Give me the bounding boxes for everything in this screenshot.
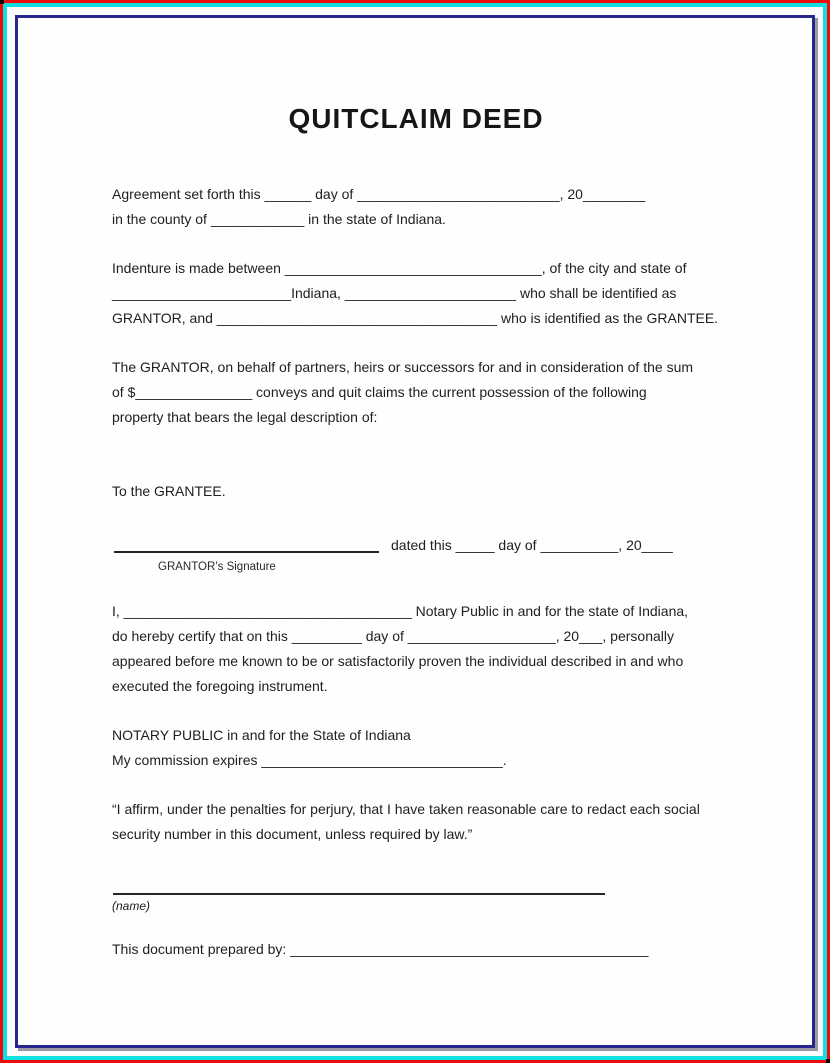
grantor-signature-row (112, 533, 720, 558)
grantor-consideration-clause (112, 355, 720, 430)
indenture-line-3: GRANTOR, and ____________________________________ who is identified as the GRANTEE. (112, 310, 719, 326)
agreement-line-1: Agreement set forth this ______ day of __________________________, 20________ (112, 186, 646, 202)
grantor-clause-line-3: property that bears the legal description of: (112, 409, 378, 425)
notary-line-4: executed the foregoing instrument. (112, 678, 328, 694)
document-content (18, 102, 812, 962)
name-rule (113, 877, 605, 895)
name-signature-block (112, 877, 720, 916)
indenture-clause (112, 256, 720, 331)
grantor-clause-line-1: The GRANTOR, on behalf of partners, heirs or successors for and in consideration of the sum (112, 359, 694, 375)
agreement-line-2: in the county of ____________ in the state of Indiana. (112, 211, 446, 227)
document-page (15, 15, 815, 1048)
prepared-by-line: This document prepared by: ______________________________________________ (112, 941, 649, 957)
notary-line-2: do hereby certify that on this _________ day of ___________________, 20___, personally (112, 628, 674, 644)
decorative-cyan-frame (3, 3, 827, 1060)
name-caption: (name) (112, 899, 151, 913)
scan-artifact-corner (826, 1059, 830, 1063)
notary-line-3: appeared before me known to be or satisfactorily proven the individual described in and who (112, 653, 684, 669)
affirmation-line-2: security number in this document, unless required by law.” (112, 826, 473, 842)
notary-public-line: NOTARY PUBLIC in and for the State of Indiana (112, 727, 411, 743)
grantor-signature-rule (114, 543, 379, 553)
agreement-clause (112, 182, 720, 232)
indenture-line-2: _______________________Indiana, ______________________ who shall be identified as (112, 285, 677, 301)
commission-expires-line: My commission expires _______________________________. (112, 752, 507, 768)
to-grantee-text: To the GRANTEE. (112, 483, 226, 499)
notary-public-block (112, 723, 720, 773)
indenture-line-1: Indenture is made between _________________________________, of the city and state of (112, 260, 687, 276)
signature-dated-line: dated this _____ day of __________, 20____ (391, 537, 673, 553)
scan-artifact-corner (0, 0, 4, 4)
notary-certification-clause (112, 599, 720, 699)
perjury-affirmation (112, 797, 720, 847)
notary-line-1: I, _____________________________________ Notary Public in and for the state of Indiana, (112, 603, 689, 619)
affirmation-line-1: “I affirm, under the penalties for perjury, that I have taken reasonable care to redact each social (112, 801, 700, 817)
document-title: QUITCLAIM DEED (288, 103, 544, 134)
grantor-signature-caption: GRANTOR’s Signature (158, 561, 276, 573)
grantor-clause-line-2: of $_______________ conveys and quit claims the current possession of the following (112, 384, 647, 400)
to-grantee-line (112, 479, 720, 504)
